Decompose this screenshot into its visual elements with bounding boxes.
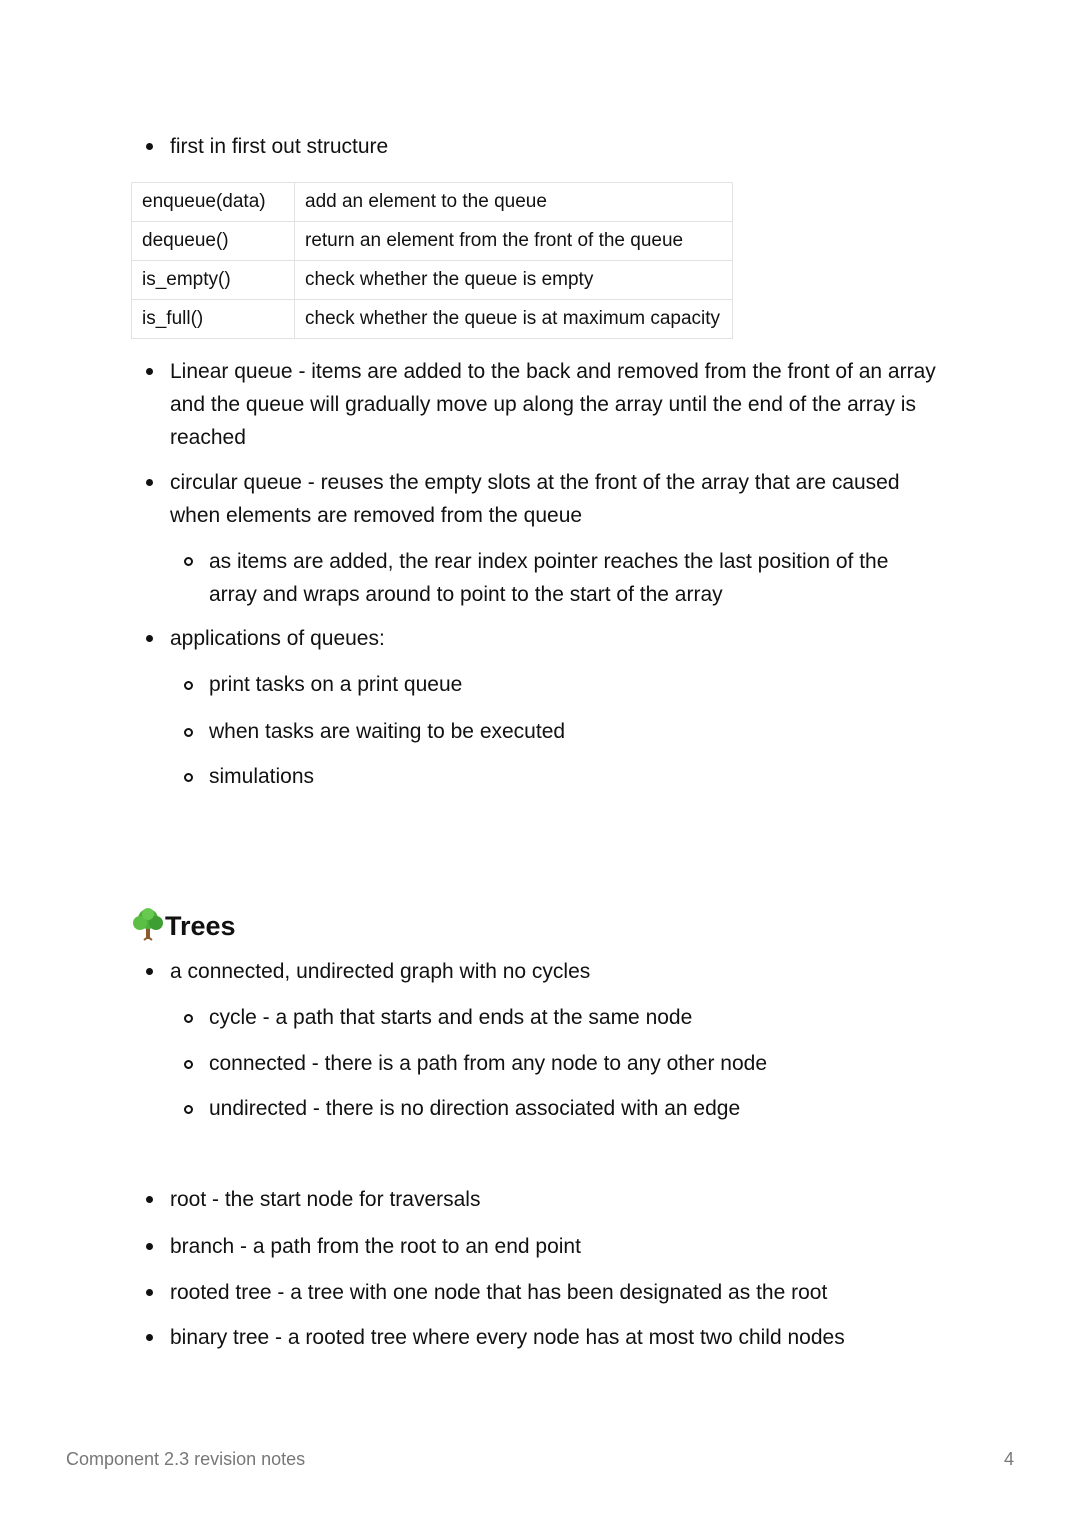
- bullet-dot: [146, 1334, 153, 1341]
- bullet-dot: [146, 143, 153, 150]
- trees-definition-text: a connected, undirected graph with no cycles: [170, 960, 591, 983]
- application-item: print tasks on a print queue: [209, 673, 463, 696]
- bullet-dot: [146, 1289, 153, 1296]
- circular-queue-sub-text: as items are added, the rear index pointer reaches the last position of the array and wraps around to point to the start of the array: [209, 550, 889, 606]
- tree-icon: [131, 907, 165, 941]
- table-cell-op: enqueue(data): [132, 183, 295, 222]
- tree-term: branch - a path from the root to an end point: [170, 1235, 581, 1258]
- table-row: [132, 261, 733, 300]
- application-item: simulations: [209, 765, 315, 788]
- bullet-dot: [146, 368, 153, 375]
- definition-item: undirected - there is no direction associated with an edge: [209, 1097, 741, 1120]
- sub-bullet-circle: [184, 681, 193, 690]
- linear-queue-text: Linear queue - items are added to the back and removed from the front of an array and the queue will gradually move up along the array until the end of the array is reached: [170, 360, 936, 449]
- footer-title: Component 2.3 revision notes: [66, 1449, 306, 1469]
- tree-term: binary tree - a rooted tree where every node has at most two child nodes: [170, 1326, 845, 1349]
- table-cell-op: dequeue(): [132, 222, 295, 261]
- circular-queue-text: circular queue - reuses the empty slots at the front of the array that are caused when elements are removed from the queue: [170, 471, 900, 527]
- table-row: [132, 300, 733, 339]
- sub-bullet-circle: [184, 1014, 193, 1023]
- bullet-dot: [146, 635, 153, 642]
- tree-term: rooted tree - a tree with one node that has been designated as the root: [170, 1281, 828, 1304]
- bullet-dot: [146, 1196, 153, 1203]
- table-cell-desc: check whether the queue is empty: [295, 261, 733, 300]
- sub-bullet-circle: [184, 728, 193, 737]
- table-cell-desc: add an element to the queue: [295, 183, 733, 222]
- page-number: 4: [1004, 1449, 1015, 1469]
- table-row: [132, 183, 733, 222]
- trees-heading: [131, 906, 236, 946]
- definition-item: connected - there is a path from any node to any other node: [209, 1052, 768, 1075]
- sub-bullet-circle: [184, 1105, 193, 1114]
- table-cell-op: is_empty(): [132, 261, 295, 300]
- applications-text: applications of queues:: [170, 627, 385, 650]
- sub-bullet-circle: [184, 773, 193, 782]
- sub-bullet-circle: [184, 557, 193, 566]
- table-cell-desc: check whether the queue is at maximum capacity: [295, 300, 733, 339]
- table-cell-desc: return an element from the front of the queue: [295, 222, 733, 261]
- table-cell-op: is_full(): [132, 300, 295, 339]
- bullet-dot: [146, 479, 153, 486]
- bullet-dot: [146, 968, 153, 975]
- definition-item: cycle - a path that starts and ends at the same node: [209, 1006, 693, 1029]
- bullet-dot: [146, 1243, 153, 1250]
- trees-heading-text: Trees: [165, 911, 236, 941]
- sub-bullet-circle: [184, 1060, 193, 1069]
- queue-operations-table: [131, 182, 733, 339]
- application-item: when tasks are waiting to be executed: [209, 720, 566, 743]
- intro-bullet-text: first in first out structure: [170, 135, 389, 158]
- tree-term: root - the start node for traversals: [170, 1188, 481, 1211]
- table-row: [132, 222, 733, 261]
